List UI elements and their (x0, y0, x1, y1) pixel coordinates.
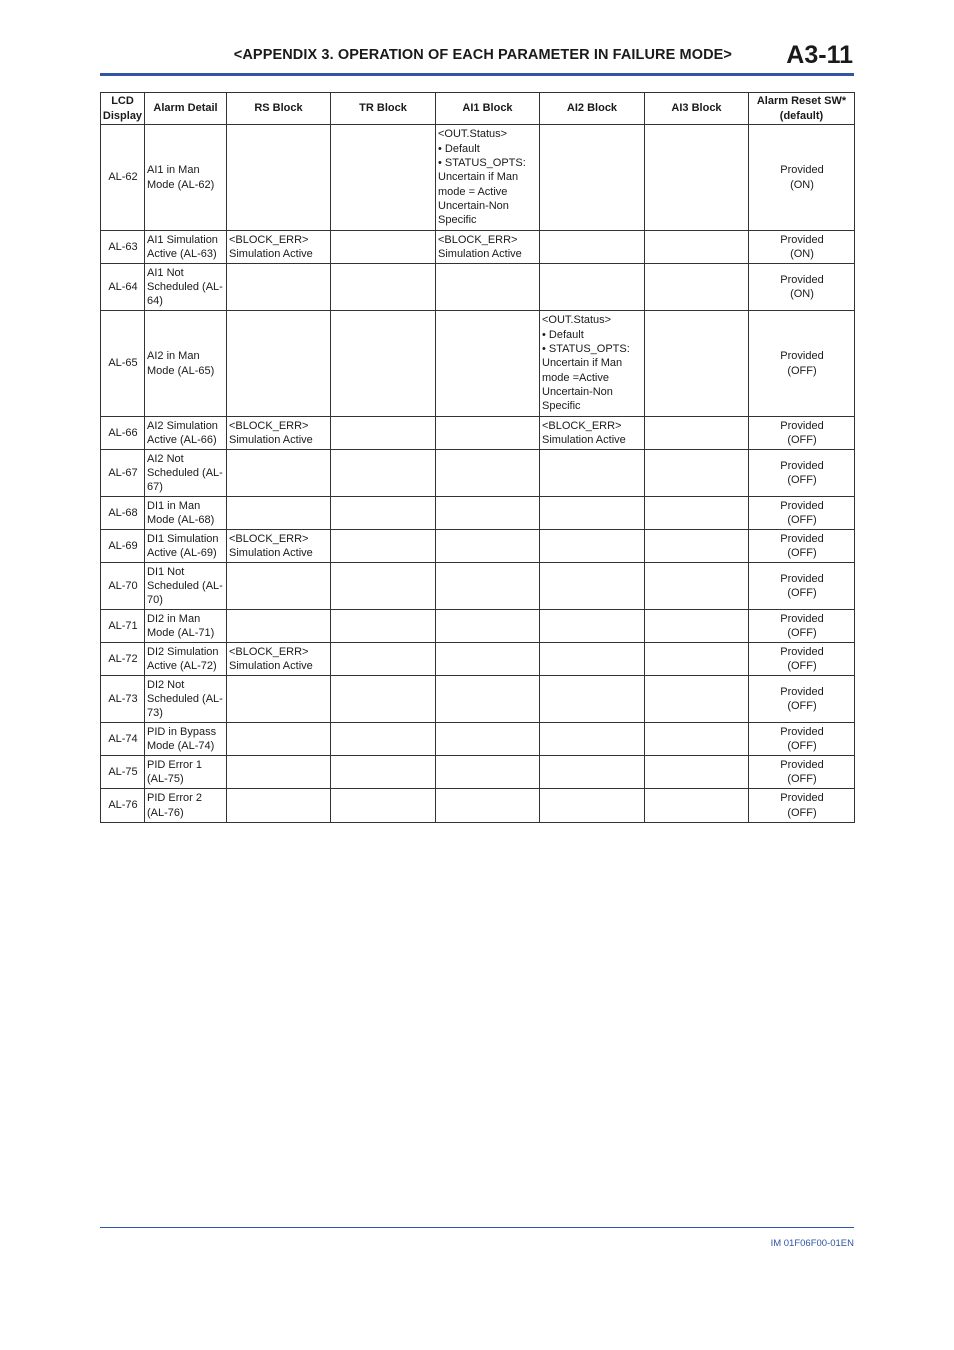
alarm-detail-cell: AI1 Not Scheduled (AL-64) (145, 264, 227, 311)
tr-block-cell (331, 563, 436, 610)
ai1-block-cell (436, 563, 540, 610)
alarm-detail-cell: DI1 in Man Mode (AL-68) (145, 497, 227, 530)
alarm-table (100, 92, 855, 823)
table-row (101, 563, 855, 610)
ai3-block-cell (645, 450, 749, 497)
ai2-block-cell (540, 264, 645, 311)
alarm-detail-cell: DI2 Not Scheduled (AL-73) (145, 676, 227, 723)
header-alarm-reset-sw: Alarm Reset SW* (default) (749, 93, 855, 125)
rs-block-cell (227, 497, 331, 530)
lcd-cell: AL-62 (101, 125, 145, 231)
ai3-block-cell (645, 231, 749, 264)
header-ai1-block: AI1 Block (436, 93, 540, 125)
rs-block-cell (227, 676, 331, 723)
ai2-block-cell (540, 450, 645, 497)
tr-block-cell (331, 417, 436, 450)
rs-block-cell: <BLOCK_ERR> Simulation Active (227, 643, 331, 676)
tr-block-cell (331, 231, 436, 264)
ai2-block-cell (540, 497, 645, 530)
ai1-block-cell: <OUT.Status> • Default • STATUS_OPTS: Uncertain if Man mode = Active Uncertain-Non Specific (436, 125, 540, 231)
lcd-cell: AL-68 (101, 497, 145, 530)
table-header-row (101, 93, 855, 125)
appendix-title: <APPENDIX 3. OPERATION OF EACH PARAMETER IN FAILURE MODE> (233, 47, 732, 63)
rs-block-cell (227, 723, 331, 756)
ai3-block-cell (645, 789, 749, 823)
rs-block-cell (227, 311, 331, 417)
ai2-block-cell (540, 789, 645, 823)
rs-block-cell: <BLOCK_ERR> Simulation Active (227, 417, 331, 450)
ai2-block-cell: <BLOCK_ERR> Simulation Active (540, 417, 645, 450)
ai1-block-cell (436, 311, 540, 417)
ai2-block-cell (540, 530, 645, 563)
table-row (101, 311, 855, 417)
ai3-block-cell (645, 530, 749, 563)
lcd-cell: AL-66 (101, 417, 145, 450)
alarm-reset-cell: Provided (OFF) (749, 789, 855, 823)
footer-rule (100, 1227, 854, 1228)
tr-block-cell (331, 789, 436, 823)
rs-block-cell (227, 789, 331, 823)
table-row (101, 789, 855, 823)
alarm-reset-cell: Provided (OFF) (749, 643, 855, 676)
tr-block-cell (331, 497, 436, 530)
ai1-block-cell (436, 497, 540, 530)
ai1-block-cell (436, 723, 540, 756)
lcd-cell: AL-64 (101, 264, 145, 311)
ai3-block-cell (645, 563, 749, 610)
alarm-reset-cell: Provided (OFF) (749, 450, 855, 497)
ai2-block-cell (540, 756, 645, 789)
lcd-cell: AL-74 (101, 723, 145, 756)
rs-block-cell (227, 125, 331, 231)
rs-block-cell (227, 610, 331, 643)
alarm-detail-cell: DI1 Simulation Active (AL-69) (145, 530, 227, 563)
alarm-detail-cell: DI2 in Man Mode (AL-71) (145, 610, 227, 643)
tr-block-cell (331, 311, 436, 417)
alarm-detail-cell: PID Error 2 (AL-76) (145, 789, 227, 823)
alarm-reset-cell: Provided (ON) (749, 264, 855, 311)
rs-block-cell (227, 756, 331, 789)
ai1-block-cell (436, 756, 540, 789)
ai3-block-cell (645, 417, 749, 450)
lcd-cell: AL-71 (101, 610, 145, 643)
ai3-block-cell (645, 643, 749, 676)
alarm-detail-cell: PID in Bypass Mode (AL-74) (145, 723, 227, 756)
ai2-block-cell (540, 563, 645, 610)
table-row (101, 231, 855, 264)
lcd-cell: AL-70 (101, 563, 145, 610)
header-tr-block: TR Block (331, 93, 436, 125)
lcd-cell: AL-75 (101, 756, 145, 789)
table-row (101, 530, 855, 563)
alarm-reset-cell: Provided (OFF) (749, 676, 855, 723)
rs-block-cell (227, 450, 331, 497)
rs-block-cell: <BLOCK_ERR> Simulation Active (227, 530, 331, 563)
table-row (101, 417, 855, 450)
header-lcd-display: LCD Display (101, 93, 145, 125)
rs-block-cell (227, 264, 331, 311)
alarm-reset-cell: Provided (OFF) (749, 497, 855, 530)
rs-block-cell (227, 563, 331, 610)
alarm-reset-cell: Provided (ON) (749, 231, 855, 264)
ai3-block-cell (645, 311, 749, 417)
tr-block-cell (331, 610, 436, 643)
ai1-block-cell (436, 450, 540, 497)
document-code: IM 01F06F00-01EN (770, 1238, 854, 1249)
ai1-block-cell (436, 676, 540, 723)
lcd-cell: AL-73 (101, 676, 145, 723)
ai3-block-cell (645, 497, 749, 530)
table-row (101, 450, 855, 497)
alarm-reset-cell: Provided (ON) (749, 125, 855, 231)
alarm-detail-cell: DI1 Not Scheduled (AL-70) (145, 563, 227, 610)
lcd-cell: AL-63 (101, 231, 145, 264)
alarm-detail-cell: PID Error 1 (AL-75) (145, 756, 227, 789)
alarm-reset-cell: Provided (OFF) (749, 563, 855, 610)
header-alarm-detail: Alarm Detail (145, 93, 227, 125)
ai1-block-cell (436, 530, 540, 563)
ai2-block-cell (540, 723, 645, 756)
ai2-block-cell (540, 643, 645, 676)
table-row (101, 610, 855, 643)
alarm-reset-cell: Provided (OFF) (749, 311, 855, 417)
page-number: A3-11 (786, 41, 853, 69)
ai3-block-cell (645, 723, 749, 756)
alarm-detail-cell: AI1 Simulation Active (AL-63) (145, 231, 227, 264)
table-row (101, 756, 855, 789)
table-row (101, 676, 855, 723)
ai2-block-cell (540, 610, 645, 643)
alarm-reset-cell: Provided (OFF) (749, 417, 855, 450)
tr-block-cell (331, 676, 436, 723)
alarm-reset-cell: Provided (OFF) (749, 610, 855, 643)
rs-block-cell: <BLOCK_ERR> Simulation Active (227, 231, 331, 264)
alarm-detail-cell: AI1 in Man Mode (AL-62) (145, 125, 227, 231)
ai3-block-cell (645, 756, 749, 789)
alarm-detail-cell: AI2 Simulation Active (AL-66) (145, 417, 227, 450)
table-row (101, 643, 855, 676)
lcd-cell: AL-76 (101, 789, 145, 823)
ai2-block-cell (540, 231, 645, 264)
lcd-cell: AL-69 (101, 530, 145, 563)
ai2-block-cell (540, 125, 645, 231)
ai1-block-cell (436, 264, 540, 311)
table-body (101, 125, 855, 823)
table-row (101, 264, 855, 311)
ai3-block-cell (645, 676, 749, 723)
ai1-block-cell: <BLOCK_ERR> Simulation Active (436, 231, 540, 264)
header-rs-block: RS Block (227, 93, 331, 125)
lcd-cell: AL-67 (101, 450, 145, 497)
ai1-block-cell (436, 417, 540, 450)
table-row (101, 723, 855, 756)
alarm-reset-cell: Provided (OFF) (749, 756, 855, 789)
tr-block-cell (331, 530, 436, 563)
alarm-reset-cell: Provided (OFF) (749, 723, 855, 756)
tr-block-cell (331, 756, 436, 789)
alarm-detail-cell: AI2 in Man Mode (AL-65) (145, 311, 227, 417)
lcd-cell: AL-65 (101, 311, 145, 417)
tr-block-cell (331, 450, 436, 497)
header-ai2-block: AI2 Block (540, 93, 645, 125)
header-rule (100, 73, 854, 76)
ai1-block-cell (436, 610, 540, 643)
lcd-cell: AL-72 (101, 643, 145, 676)
tr-block-cell (331, 643, 436, 676)
tr-block-cell (331, 723, 436, 756)
table-row (101, 497, 855, 530)
alarm-detail-cell: DI2 Simulation Active (AL-72) (145, 643, 227, 676)
table-row (101, 125, 855, 231)
ai1-block-cell (436, 789, 540, 823)
ai1-block-cell (436, 643, 540, 676)
ai2-block-cell: <OUT.Status> • Default • STATUS_OPTS: Uncertain if Man mode =Active Uncertain-Non Specific (540, 311, 645, 417)
header-ai3-block: AI3 Block (645, 93, 749, 125)
ai3-block-cell (645, 125, 749, 231)
tr-block-cell (331, 125, 436, 231)
ai3-block-cell (645, 610, 749, 643)
ai2-block-cell (540, 676, 645, 723)
alarm-detail-cell: AI2 Not Scheduled (AL-67) (145, 450, 227, 497)
ai3-block-cell (645, 264, 749, 311)
alarm-reset-cell: Provided (OFF) (749, 530, 855, 563)
tr-block-cell (331, 264, 436, 311)
